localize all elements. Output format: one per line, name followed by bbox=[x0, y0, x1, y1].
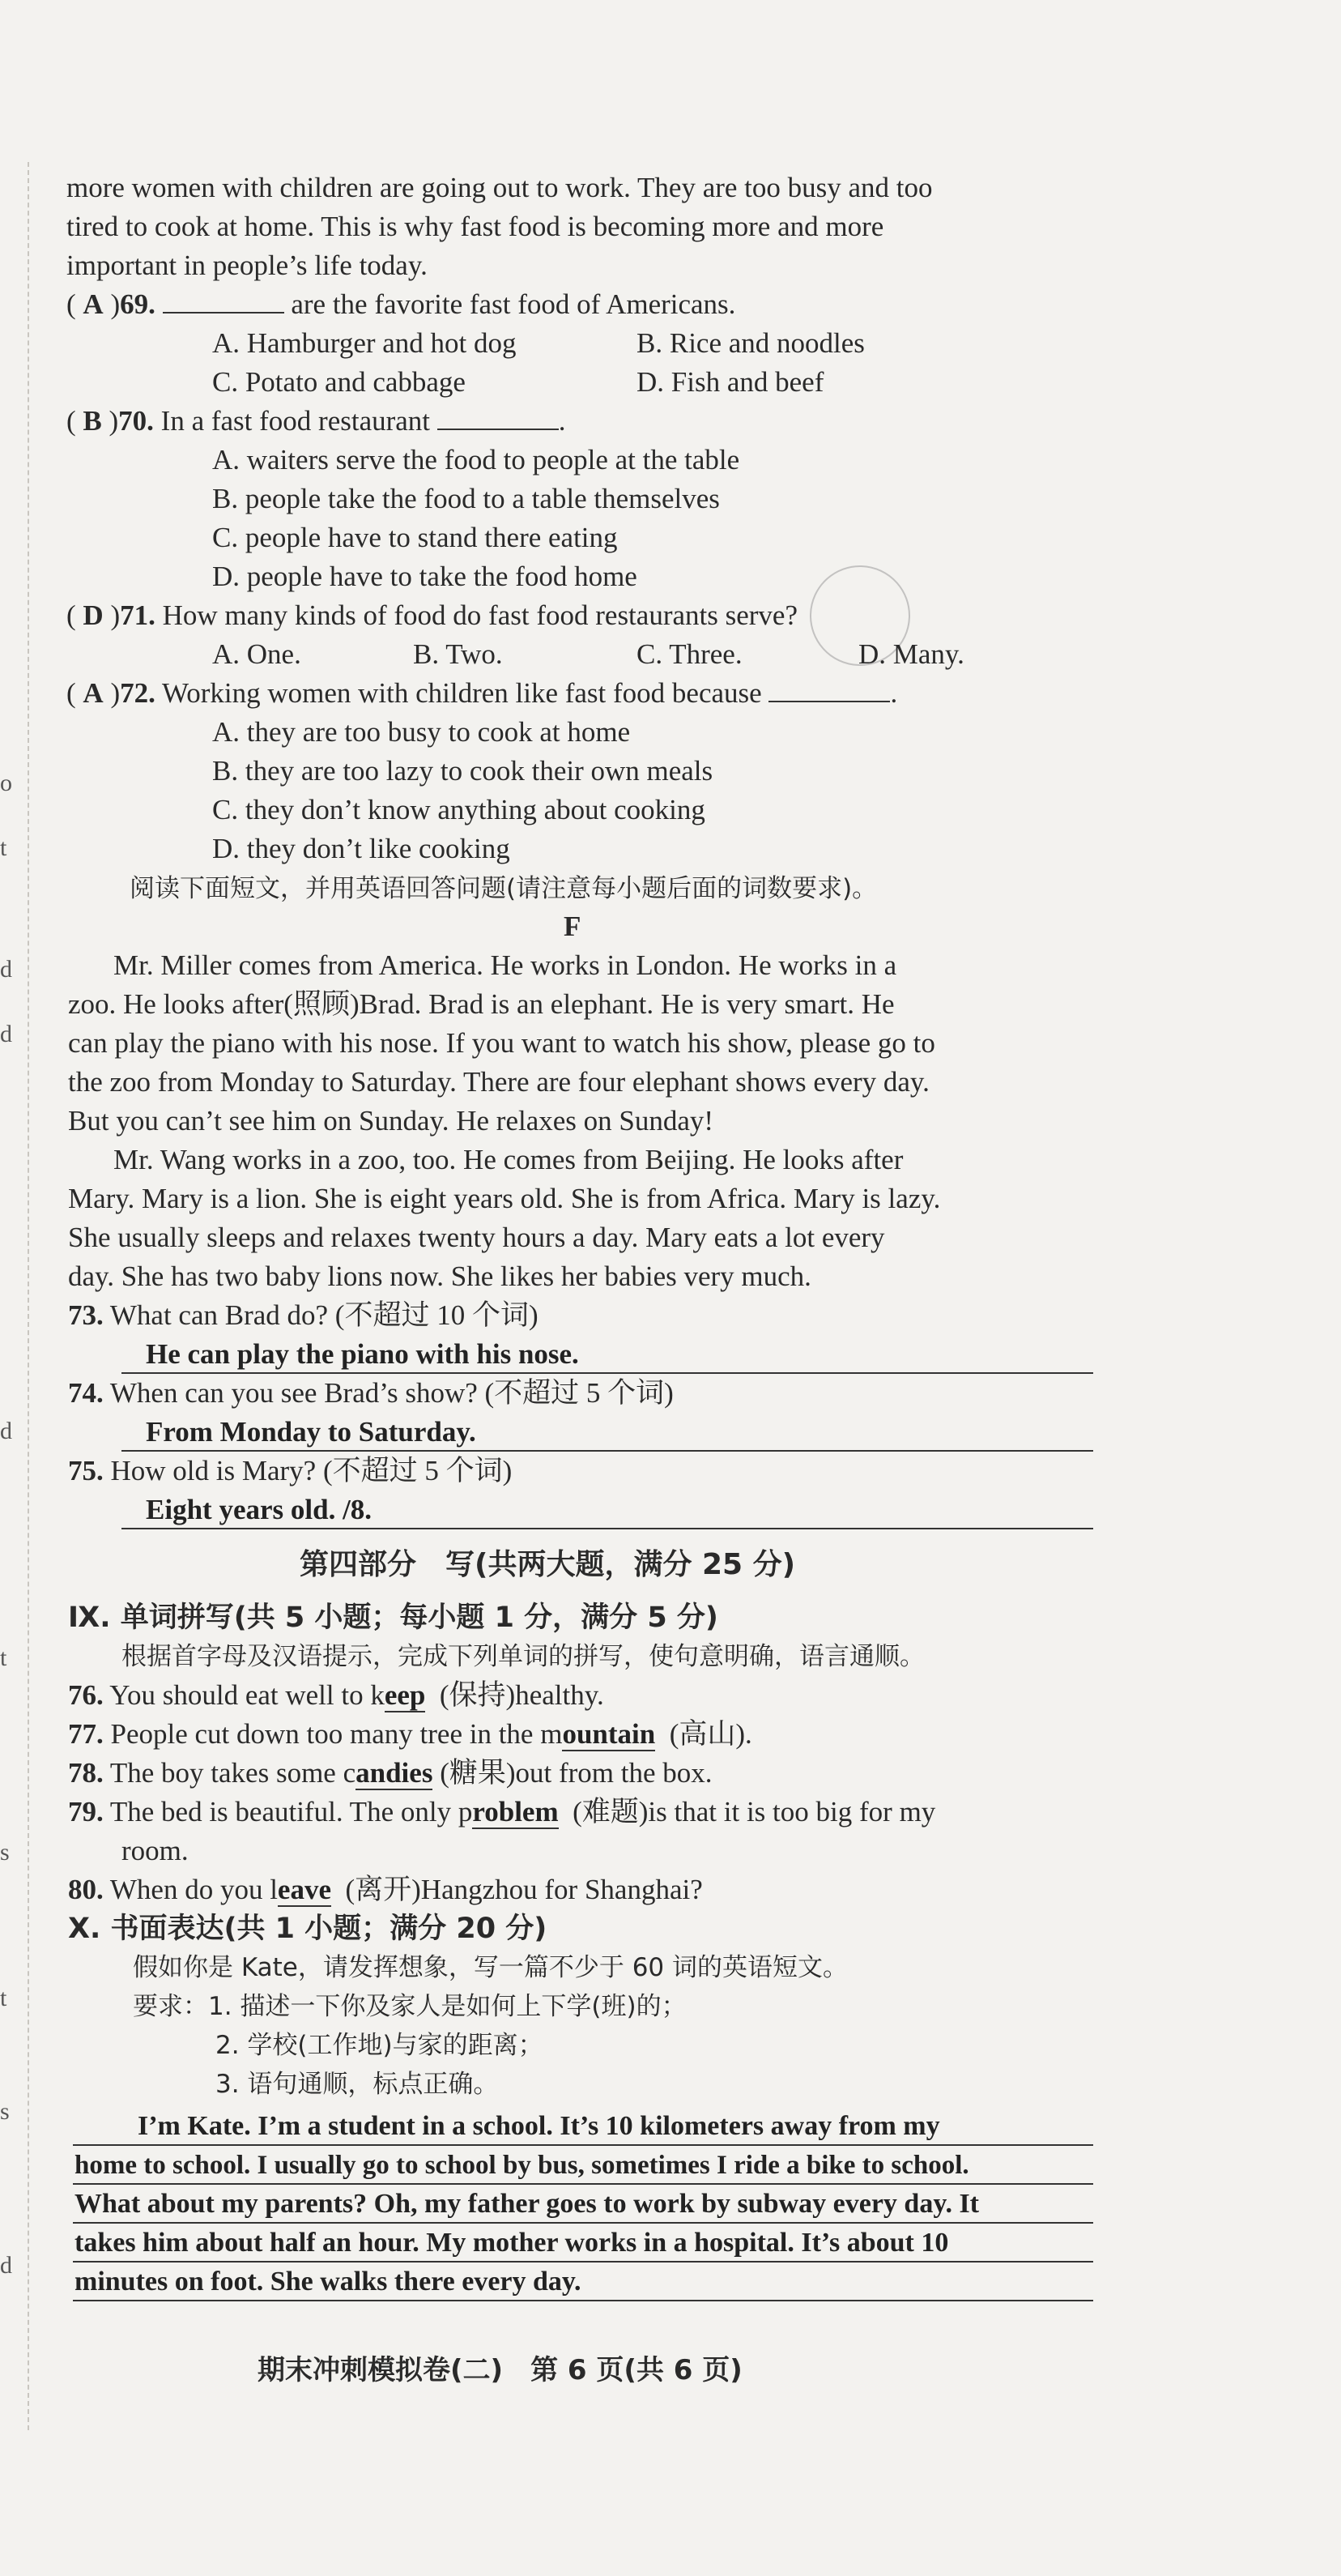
answer-75: Eight years old. /8. bbox=[146, 1494, 372, 1525]
edge-letter: t bbox=[0, 1985, 7, 2011]
option: D. they don’t like cooking bbox=[212, 833, 510, 864]
question-75: 75. How old is Mary? (不超过 5 个词) bbox=[68, 1455, 513, 1486]
option: B. Two. bbox=[413, 638, 503, 670]
option: C. Three. bbox=[636, 638, 743, 670]
question-71: ( D )71. How many kinds of food do fast food restaurants serve? bbox=[66, 599, 798, 631]
question-73: 73. What can Brad do? (不超过 10 个词) bbox=[68, 1299, 539, 1331]
edge-letter: s bbox=[0, 1839, 10, 1866]
essay-rule bbox=[73, 2300, 1093, 2301]
section-f-label: F bbox=[564, 911, 581, 942]
option: C. Potato and cabbage bbox=[212, 366, 466, 398]
answer: A bbox=[83, 677, 104, 709]
edge-letter: d bbox=[0, 2252, 12, 2279]
question-72: ( A )72. Working women with children like fast food because . bbox=[66, 677, 898, 709]
question-69: ( A )69. are the favorite fast food of Americans. bbox=[66, 288, 736, 320]
passage-line: important in people’s life today. bbox=[66, 249, 428, 281]
passage-line: Mr. Wang works in a zoo, too. He comes from Beijing. He looks after bbox=[113, 1144, 904, 1175]
edge-letter: o bbox=[0, 770, 12, 796]
section-ix-title: Ⅸ. 单词拼写(共 5 小题；每小题 1 分，满分 5 分) bbox=[68, 1601, 718, 1634]
option: D. people have to take the food home bbox=[212, 561, 637, 592]
passage-line: day. She has two baby lions now. She likes her babies very much. bbox=[68, 1260, 811, 1292]
section-x-req: 要求：1. 描述一下你及家人是如何上下学(班)的； bbox=[133, 1992, 687, 2021]
page-footer: 期末冲刺模拟卷(二) 第 6 页(共 6 页) bbox=[258, 2354, 743, 2386]
edge-letter: d bbox=[0, 1418, 12, 1444]
option: A. they are too busy to cook at home bbox=[212, 716, 631, 748]
option: A. One. bbox=[212, 638, 301, 670]
essay-rule bbox=[73, 2183, 1093, 2185]
question-70: ( B )70. In a fast food restaurant . bbox=[66, 405, 566, 437]
essay-line: I’m Kate. I’m a student in a school. It’s 10 kilometers away from my bbox=[138, 2111, 940, 2141]
question-74: 74. When can you see Brad’s show? (不超过 5 个词) bbox=[68, 1377, 674, 1409]
option: B. they are too lazy to cook their own meals bbox=[212, 755, 713, 787]
edge-letter: d bbox=[0, 956, 12, 983]
section-x-req: 3. 语句通顺，标点正确。 bbox=[215, 2070, 499, 2099]
option: C. people have to stand there eating bbox=[212, 522, 618, 553]
item-79-continued: room. bbox=[121, 1835, 189, 1866]
essay-rule bbox=[73, 2261, 1093, 2263]
essay-line: home to school. I usually go to school by bus, sometimes I ride a bike to school. bbox=[74, 2151, 969, 2180]
item-80: 80. When do you leave (离开)Hangzhou for Shanghai? bbox=[68, 1874, 703, 1905]
option: A. waiters serve the food to people at the table bbox=[212, 444, 740, 476]
essay-rule bbox=[73, 2222, 1093, 2224]
section-ix-instruction: 根据首字母及汉语提示，完成下列单词的拼写，使句意明确，语言通顺。 bbox=[121, 1642, 925, 1671]
binding-margin-line bbox=[28, 162, 29, 2430]
passage-line: zoo. He looks after(照顾)Brad. Brad is an elephant. He is very smart. He bbox=[68, 988, 895, 1020]
option: C. they don’t know anything about cooking bbox=[212, 794, 705, 825]
essay-line: minutes on foot. She walks there every day. bbox=[74, 2267, 581, 2297]
item-78: 78. The boy takes some candies (糖果)out from the box. bbox=[68, 1757, 713, 1789]
option: B. Rice and noodles bbox=[636, 327, 865, 359]
passage-line: tired to cook at home. This is why fast food is becoming more and more bbox=[66, 211, 884, 242]
passage-line: more women with children are going out to work. They are too busy and too bbox=[66, 172, 933, 203]
option: D. Fish and beef bbox=[636, 366, 824, 398]
passage-line: She usually sleeps and relaxes twenty hours a day. Mary eats a lot every bbox=[68, 1222, 885, 1253]
option: A. Hamburger and hot dog bbox=[212, 327, 517, 359]
passage-line: But you can’t see him on Sunday. He relaxes on Sunday! bbox=[68, 1105, 714, 1137]
item-76: 76. You should eat well to keep (保持)healthy. bbox=[68, 1679, 604, 1711]
answer-line bbox=[121, 1450, 1093, 1452]
section-x-prompt: 假如你是 Kate，请发挥想象，写一篇不少于 60 词的英语短文。 bbox=[133, 1953, 849, 1982]
part4-title: 第四部分 写(共两大题，满分 25 分) bbox=[300, 1548, 796, 1581]
essay-rule bbox=[73, 2144, 1093, 2146]
passage-line: can play the piano with his nose. If you want to watch his show, please go to bbox=[68, 1027, 935, 1059]
edge-letter: t bbox=[0, 834, 7, 861]
item-79: 79. The bed is beautiful. The only problem (难题)is that it is too big for my bbox=[68, 1796, 936, 1828]
answer: B bbox=[83, 405, 102, 437]
answer-line bbox=[121, 1372, 1093, 1374]
passage-line: Mr. Miller comes from America. He works in London. He works in a bbox=[113, 949, 897, 981]
answer: D bbox=[83, 599, 104, 631]
edge-letter: t bbox=[0, 1644, 7, 1671]
option: D. Many. bbox=[858, 638, 964, 670]
essay-line: takes him about half an hour. My mother works in a hospital. It’s about 10 bbox=[74, 2228, 949, 2258]
essay-line: What about my parents? Oh, my father goes to work by subway every day. It bbox=[74, 2189, 980, 2219]
item-77: 77. People cut down too many tree in the mountain (高山). bbox=[68, 1718, 752, 1750]
answer-73: He can play the piano with his nose. bbox=[146, 1338, 579, 1370]
passage-line: Mary. Mary is a lion. She is eight years old. She is from Africa. Mary is lazy. bbox=[68, 1183, 941, 1214]
answer-line bbox=[121, 1528, 1093, 1529]
answer: A bbox=[83, 288, 104, 320]
answer-74: From Monday to Saturday. bbox=[146, 1416, 476, 1448]
section-f-instruction: 阅读下面短文，并用英语回答问题(请注意每小题后面的词数要求)。 bbox=[130, 874, 878, 903]
passage-line: the zoo from Monday to Saturday. There are four elephant shows every day. bbox=[68, 1066, 930, 1098]
edge-letter: d bbox=[0, 1021, 12, 1047]
option: B. people take the food to a table themselves bbox=[212, 483, 720, 514]
edge-letter: s bbox=[0, 2098, 10, 2125]
section-x-req: 2. 学校(工作地)与家的距离； bbox=[215, 2031, 543, 2060]
section-x-title: Ⅹ. 书面表达(共 1 小题；满分 20 分) bbox=[68, 1913, 547, 1945]
